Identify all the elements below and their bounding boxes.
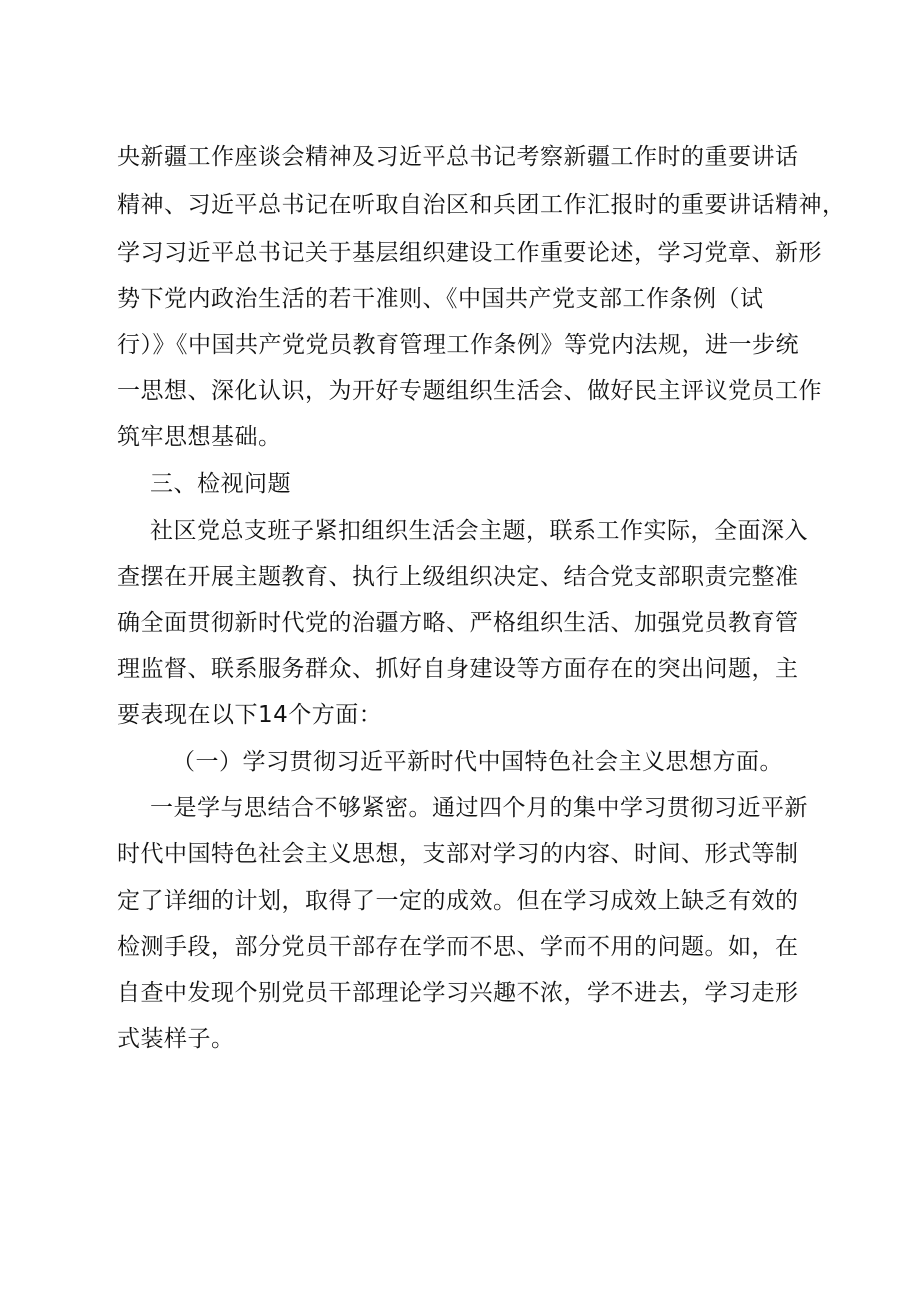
text-line: 一是学与思结合不够紧密。通过四个月的集中学习贯彻习近平新 <box>150 795 808 821</box>
text-line: 要表现在以下14个方面： <box>117 702 383 728</box>
section-heading: 三、检视问题 <box>150 471 291 497</box>
text-line: 查摆在开展主题教育、执行上级组织决定、结合党支部职责完整准 <box>117 564 799 590</box>
text-line: 行）》《中国共产党党员教育管理工作条例》等党内法规，进一步统 <box>117 332 799 358</box>
text-line: 自查中发现个别党员干部理论学习兴趣不浓，学不进去，学习走形 <box>117 980 799 1006</box>
text-line: 确全面贯彻新时代党的治疆方略、严格组织生活、加强党员教育管 <box>117 610 799 636</box>
text-line: 检测手段，部分党员干部存在学而不思、学而不用的问题。如，在 <box>117 934 799 960</box>
text-line: 时代中国特色社会主义思想，支部对学习的内容、时间、形式等制 <box>117 841 799 867</box>
text-line: 理监督、联系服务群众、抓好自身建设等方面存在的突出问题，主 <box>117 656 799 682</box>
text-line: 社区党总支班子紧扣组织生活会主题，联系工作实际，全面深入 <box>150 518 808 544</box>
subsection-heading: （一）学习贯彻习近平新时代中国特色社会主义思想方面。 <box>172 749 783 775</box>
text-line: 央新疆工作座谈会精神及习近平总书记考察新疆工作时的重要讲话 <box>117 144 799 170</box>
text-line: 定了详细的计划，取得了一定的成效。但在学习成效上缺乏有效的 <box>117 888 799 914</box>
text-line: 学习习近平总书记关于基层组织建设工作重要论述，学习党章、新形 <box>117 240 822 266</box>
text-line: 式装样子。 <box>117 1026 235 1052</box>
text-line: 势下党内政治生活的若干准则、《中国共产党支部工作条例（试 <box>117 286 764 312</box>
text-line: 一思想、深化认识，为开好专题组织生活会、做好民主评议党员工作 <box>117 378 822 404</box>
text-line: 筑牢思想基础。 <box>117 424 282 450</box>
text-line: 精神、习近平总书记在听取自治区和兵团工作汇报时的重要讲话精神， <box>117 192 846 218</box>
